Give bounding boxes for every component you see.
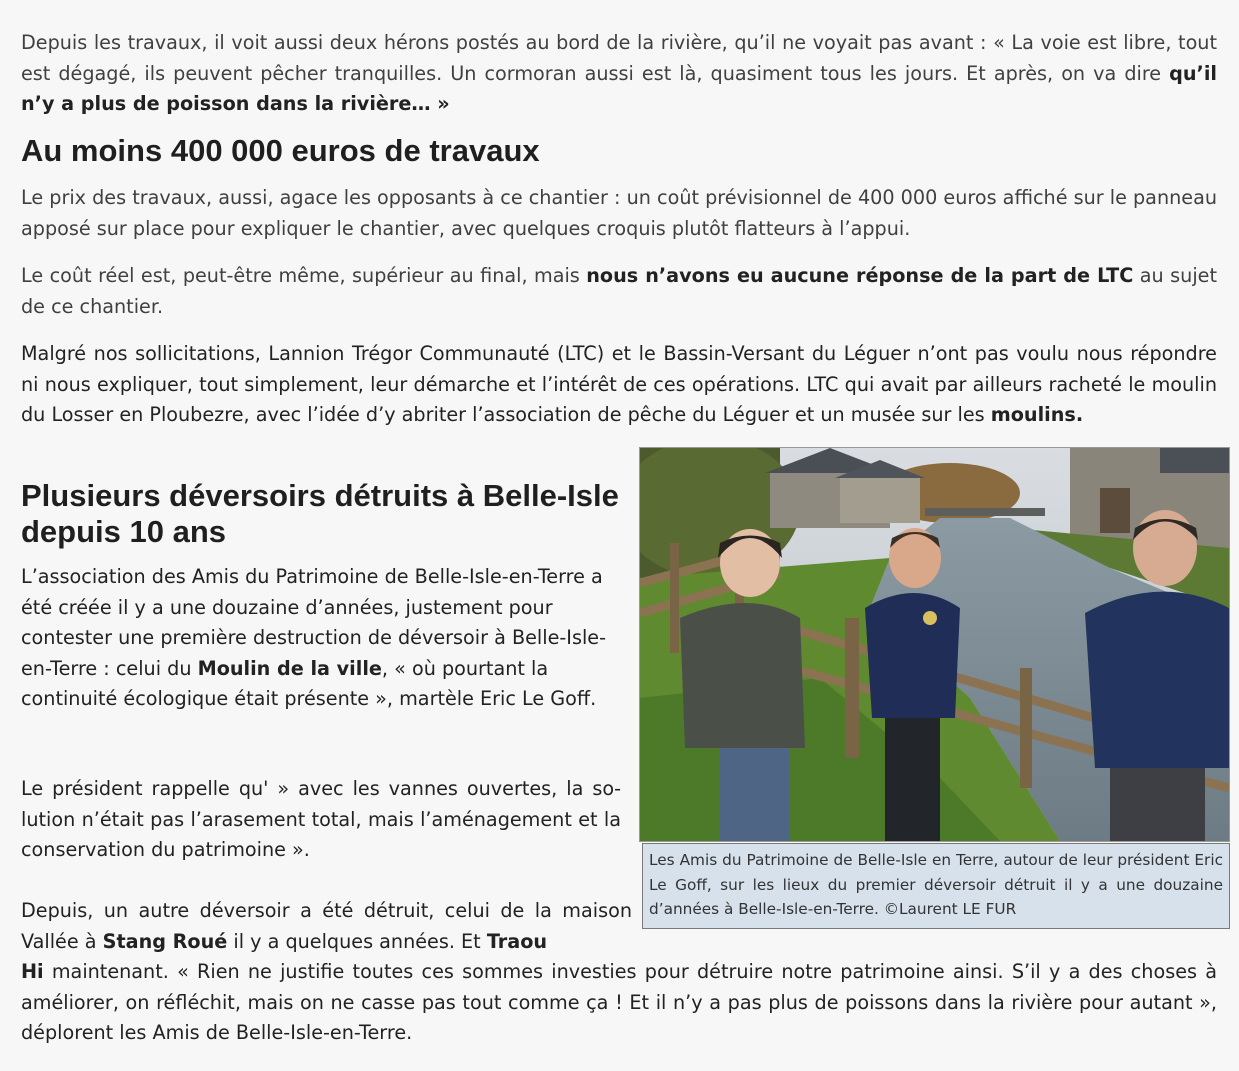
weirs-paragraph-2: Le président rappelle qu' » avec les vannes ouvertes, la solution n’était pas l’arasement total, mais l’aménagement et la conservation du patrimoine ». bbox=[21, 777, 621, 861]
photo-caption: Les Amis du Patrimoine de Belle-Isle en Terre, autour de leur président Eric Le Goff, sur les lieux du premier déversoir détruit il y a une douzaine d’années à Belle-Isle-en-Terre. ©Laurent LE FUR bbox=[642, 843, 1230, 929]
intro-paragraph: Depuis les travaux, il voit aussi deux hérons postés au bord de la rivière, qu’il ne voyait pas avant : « La voie est libre, tout est dégagé, ils peuvent pêcher tranquilles. Un cormoran aussi est là, quasiment tous les jours. Et après, on va dire qu’il n’y a plus de poisson dans la rivière… » bbox=[21, 31, 1217, 115]
weirs-paragraph-3-end: Hi maintenant. « Rien ne justifie toutes ces sommes investies pour détruire notre patrimoine ainsi. S’il y a des choses à améliorer, on réfléchit, mais on ne casse pas tout comme ça ! Et il n’y a pas plus de poissons dans la rivière pour autant », déplorent les Amis de Belle-Isle-en-Terre. bbox=[21, 960, 1217, 1044]
weirs-paragraph-1: L’association des Amis du Patrimoine de Belle-Isle-en-Terre a été créée il y a une douzaine d’années, justement pour contester une première destruction de déversoir à Belle-Isle-en-Terre : celui du Moulin de la ville, « où pourtant la continuité écologique était présente », martèle Eric Le Goff. bbox=[21, 565, 607, 710]
section-heading-cost: Au moins 400 000 euros de travaux bbox=[21, 133, 540, 168]
cost-paragraph-1: Le prix des travaux, aussi, agace les opposants à ce chantier : un coût prévisionnel de 400 000 euros affiché sur le panneau apposé sur place pour expliquer le chantier, avec quelques croquis plutôt flatteurs à l’appui. bbox=[21, 186, 1217, 240]
cost-paragraph-3: Malgré nos sollicitations, Lannion Trégor Communauté (LTC) et le Bassin-Versant du Léguer n’ont pas voulu nous répondre ni nous expliquer, tout simplement, leur démarche et l’intérêt de ces opérations. LTC qui avait par ailleurs racheté le moulin du Losser en Ploubezre, avec l’idée d’y abriter l’association de pêche du Léguer et un musée sur les moulins. bbox=[21, 342, 1217, 426]
river-photo bbox=[639, 447, 1230, 842]
weirs-paragraph-3-start: Depuis, un autre déversoir a été détruit, celui de la maison Vallée à Stang Roué il y a quelques années. Et Traou bbox=[21, 899, 632, 953]
river-photo-illustration bbox=[640, 448, 1229, 841]
section-heading-weirs: Plusieurs déversoirs détruits à Belle-Isle depuis 10 ans bbox=[21, 478, 619, 549]
cost-paragraph-2: Le coût réel est, peut-être même, supérieur au final, mais nous n’avons eu aucune réponse de la part de LTC au sujet de ce chantier. bbox=[21, 264, 1217, 318]
